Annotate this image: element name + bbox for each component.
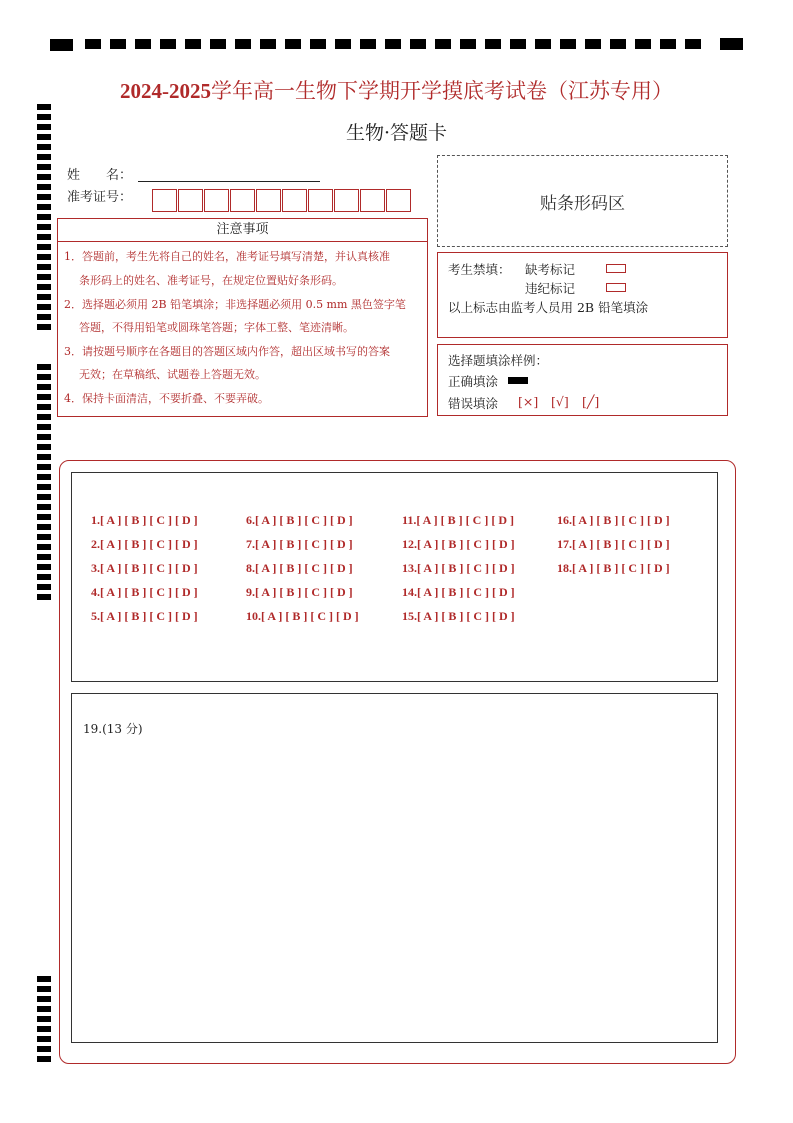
choice-question[interactable]: 2.[ A ] [ B ] [ C ] [ D ] (91, 537, 198, 551)
barcode-label: 贴条形码区 (540, 193, 625, 214)
choice-question[interactable]: 3.[ A ] [ B ] [ C ] [ D ] (91, 561, 198, 575)
notice-line: 无效；在草稿纸、试题卷上答题无效。 (79, 368, 266, 381)
sample-wrong-mark: [×] (518, 394, 539, 409)
choice-question[interactable]: 4.[ A ] [ B ] [ C ] [ D ] (91, 585, 198, 599)
choice-question[interactable]: 16.[ A ] [ B ] [ C ] [ D ] (557, 513, 670, 527)
prohibit-label: 考生禁填： (448, 262, 511, 277)
name-field[interactable] (138, 181, 320, 182)
choice-question[interactable]: 11.[ A ] [ B ] [ C ] [ D ] (402, 513, 514, 527)
choice-question[interactable]: 14.[ A ] [ B ] [ C ] [ D ] (402, 585, 515, 599)
choice-question[interactable]: 6.[ A ] [ B ] [ C ] [ D ] (246, 513, 353, 527)
title-year: 2024-2025 (120, 79, 211, 103)
choice-question[interactable]: 13.[ A ] [ B ] [ C ] [ D ] (402, 561, 515, 575)
violation-mark-label: 违纪标记 (525, 281, 576, 296)
sample-wrong-mark: [╱] (582, 394, 600, 409)
title-text: 学年高一生物下学期开学摸底考试卷（江苏专用） (211, 79, 673, 103)
prohibit-note: 以上标志由监考人员用 2B 铅笔填涂 (448, 300, 649, 315)
question-19-answer-box[interactable] (71, 693, 718, 1043)
notice-line: 3．请按题号顺序在各题目的答题区域内作答，超出区域书写的答案 (64, 345, 390, 358)
barcode-area (437, 155, 728, 247)
choice-question[interactable]: 10.[ A ] [ B ] [ C ] [ D ] (246, 609, 359, 623)
name-label: 姓 名： (67, 168, 133, 183)
notice-heading: 注意事项 (57, 218, 428, 242)
choice-question[interactable]: 18.[ A ] [ B ] [ C ] [ D ] (557, 561, 670, 575)
sample-wrong-mark: [√] (551, 394, 569, 409)
sample-title: 选择题填涂样例： (448, 353, 549, 368)
choice-question[interactable]: 17.[ A ] [ B ] [ C ] [ D ] (557, 537, 670, 551)
sample-correct-label: 正确填涂 (448, 374, 499, 389)
id-label: 准考证号： (67, 190, 133, 205)
choice-question[interactable]: 12.[ A ] [ B ] [ C ] [ D ] (402, 537, 515, 551)
question-19-label: 19.(13 分) (83, 722, 143, 736)
choice-question[interactable]: 5.[ A ] [ B ] [ C ] [ D ] (91, 609, 198, 623)
absent-mark-box[interactable] (606, 264, 626, 273)
page-title (0, 75, 793, 105)
notice-line: 条形码上的姓名、准考证号，在规定位置贴好条形码。 (79, 274, 343, 287)
multiple-choice-box (71, 472, 718, 682)
sample-wrong-label: 错误填涂 (448, 396, 499, 411)
choice-question[interactable]: 9.[ A ] [ B ] [ C ] [ D ] (246, 585, 353, 599)
choice-question[interactable]: 15.[ A ] [ B ] [ C ] [ D ] (402, 609, 515, 623)
notice-line: 2．选择题必须用 2B 铅笔填涂；非选择题必须用 0.5 mm 黑色签字笔 (64, 298, 406, 311)
choice-question[interactable]: 8.[ A ] [ B ] [ C ] [ D ] (246, 561, 353, 575)
notice-line: 答题，不得用铅笔或圆珠笔答题；字体工整、笔迹清晰。 (79, 321, 354, 334)
choice-question[interactable]: 7.[ A ] [ B ] [ C ] [ D ] (246, 537, 353, 551)
notice-line: 4．保持卡面清洁，不要折叠、不要弄破。 (64, 392, 269, 405)
notice-line: 1．答题前，考生先将自己的姓名，准考证号填写清楚，并认真核准 (64, 250, 390, 263)
page-subtitle: 生物·答题卡 (345, 122, 448, 144)
sample-correct-mark (508, 377, 528, 384)
violation-mark-box[interactable] (606, 283, 626, 292)
choice-question[interactable]: 1.[ A ] [ B ] [ C ] [ D ] (91, 513, 198, 527)
absent-mark-label: 缺考标记 (525, 262, 576, 277)
